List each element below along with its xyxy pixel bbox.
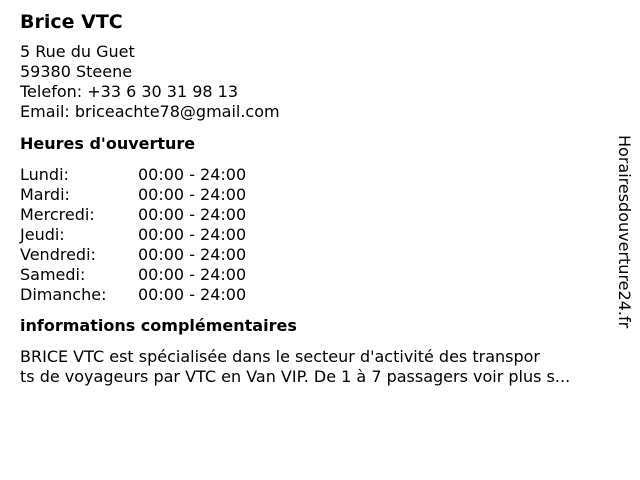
business-name: Brice VTC [20, 11, 123, 33]
time-range: 00:00 - 24:00 [138, 165, 247, 184]
address-line-2: 59380 Steene [20, 62, 133, 81]
phone-line: Telefon: +33 6 30 31 98 13 [20, 82, 239, 101]
hours-table [20, 165, 620, 305]
time-range: 00:00 - 24:00 [138, 245, 247, 264]
hours-heading: Heures d'ouverture [20, 134, 196, 153]
hours-row-thursday [20, 225, 620, 245]
time-range: 00:00 - 24:00 [138, 285, 247, 304]
hours-row-sunday [20, 285, 620, 305]
time-range: 00:00 - 24:00 [138, 265, 247, 284]
time-range: 00:00 - 24:00 [138, 205, 247, 224]
time-range: 00:00 - 24:00 [138, 225, 247, 244]
hours-row-tuesday [20, 185, 620, 205]
hours-row-friday [20, 245, 620, 265]
business-card [20, 10, 620, 387]
hours-row-wednesday [20, 205, 620, 225]
day-label: Jeudi: [20, 225, 65, 244]
site-watermark: Horairesdouverture24.fr [615, 135, 634, 329]
time-range: 00:00 - 24:00 [138, 185, 247, 204]
hours-row-saturday [20, 265, 620, 285]
email-line: Email: briceachte78@gmail.com [20, 102, 280, 121]
hours-row-monday [20, 165, 620, 185]
info-heading: informations complémentaires [20, 316, 297, 335]
day-label: Lundi: [20, 165, 69, 184]
day-label: Samedi: [20, 265, 86, 284]
day-label: Dimanche: [20, 285, 107, 304]
day-label: Mercredi: [20, 205, 95, 224]
description-line-1: BRICE VTC est spécialisée dans le secteur d'activité des transpor [20, 347, 541, 366]
description-line-2: ts de voyageurs par VTC en Van VIP. De 1 à 7 passagers voir plus s... [20, 367, 571, 386]
day-label: Mardi: [20, 185, 70, 204]
business-description [20, 347, 630, 387]
day-label: Vendredi: [20, 245, 96, 264]
address-line-1: 5 Rue du Guet [20, 42, 135, 61]
